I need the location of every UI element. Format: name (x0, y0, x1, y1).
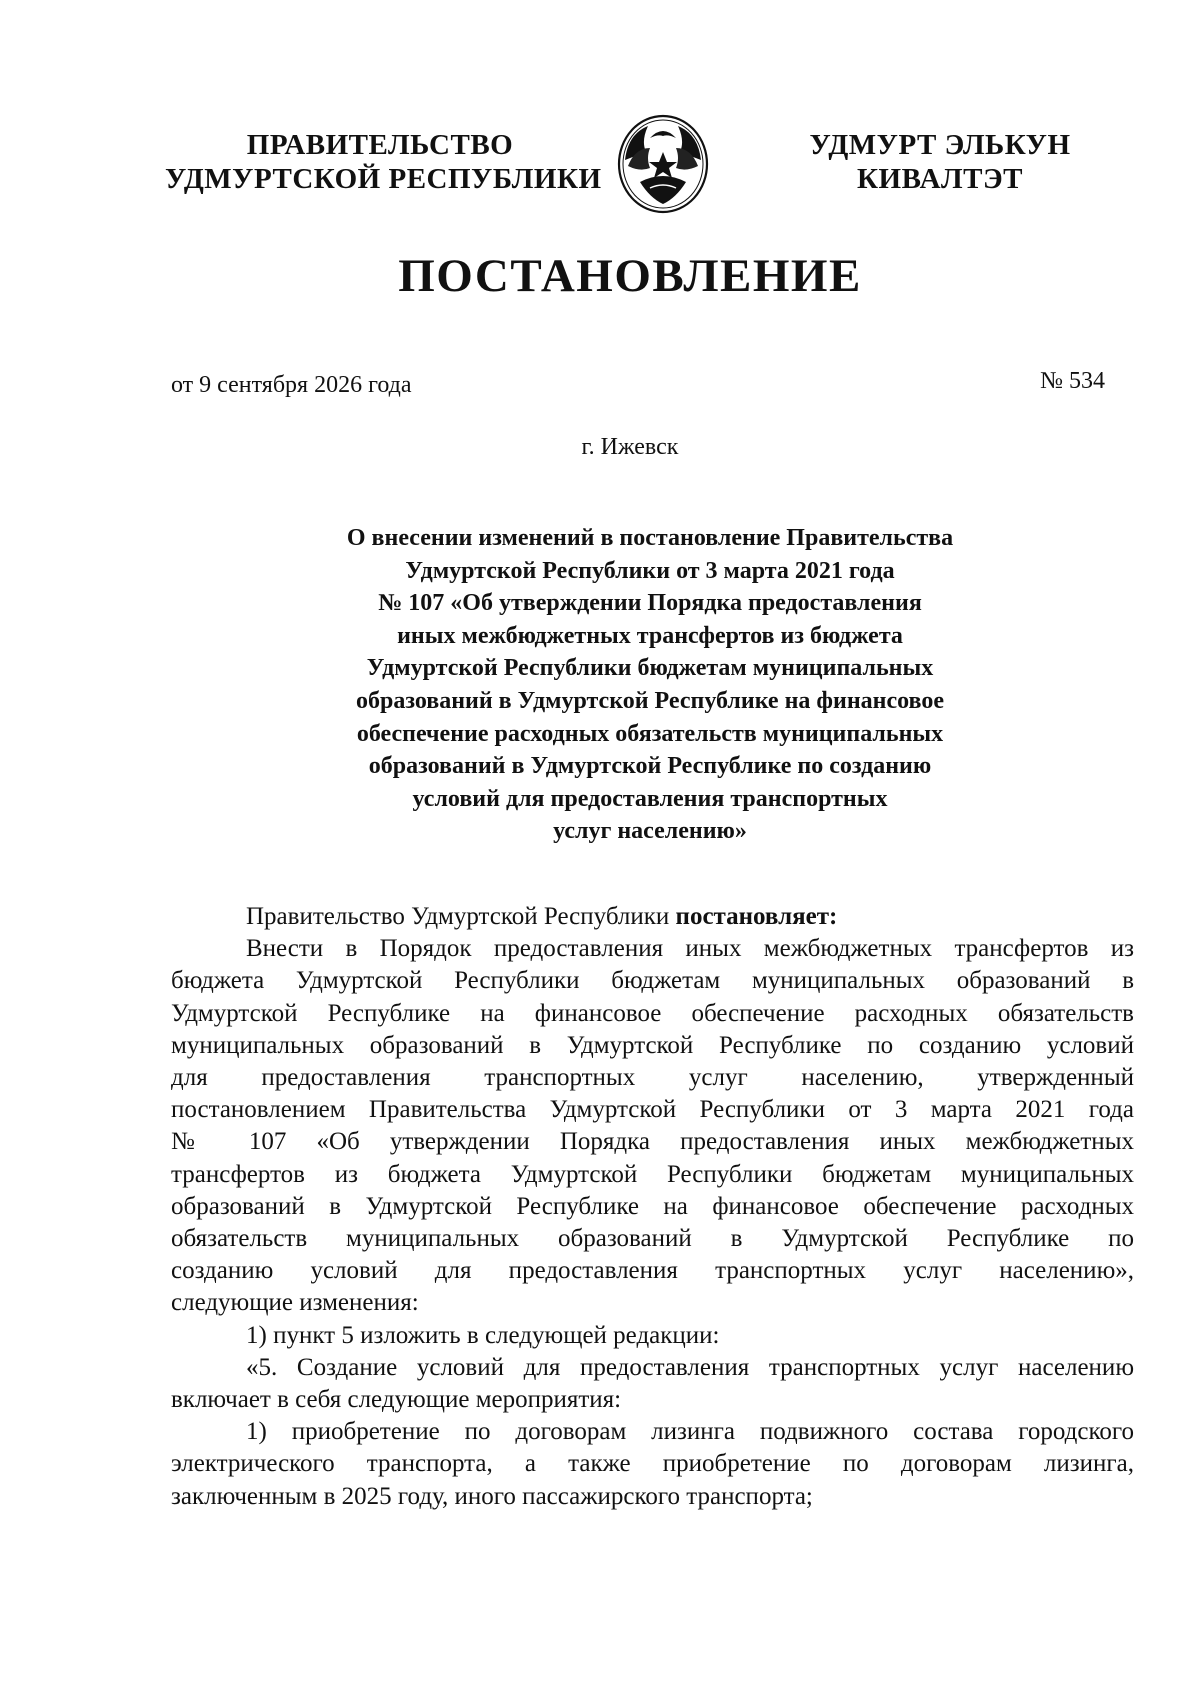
body-line: для предоставления транспортных услуг населению, утвержденный (171, 1064, 1134, 1092)
document-date: от 9 сентября 2026 года (171, 372, 412, 398)
coat-of-arms-emblem (608, 108, 718, 218)
body-intro-text: Правительство Удмуртской Республики (246, 903, 676, 930)
title-line: условий для предоставления транспортных (412, 785, 888, 812)
body-line: включает в себя следующие мероприятия: (171, 1386, 622, 1414)
gov-right-line-1: УДМУРТ ЭЛЬКУН (809, 129, 1071, 161)
body-line: электрического транспорта, а также приобретение по договорам лизинга, (171, 1450, 1134, 1478)
body-line: созданию условий для предоставления транспортных услуг населению», (171, 1257, 1134, 1285)
body-intro-verb: постановляет: (675, 903, 838, 930)
body-intro-paragraph (171, 901, 1134, 933)
title-line: иных межбюджетных трансфертов из бюджета (397, 622, 903, 649)
title-line: Удмуртской Республики бюджетам муниципальных (366, 655, 934, 682)
document-body (171, 901, 1134, 1513)
body-line: бюджета Удмуртской Республики бюджетам муниципальных образований в (171, 967, 1134, 995)
body-line: «5. Создание условий для предоставления транспортных услуг населению (246, 1353, 1134, 1381)
government-name-udmurt (795, 128, 1085, 196)
body-line: № 107 «Об утверждении Порядка предоставления иных межбюджетных (171, 1128, 1134, 1156)
body-line: образований в Удмуртской Республике на финансовое обеспечение расходных (171, 1192, 1134, 1220)
body-line: Внести в Порядок предоставления иных межбюджетных трансфертов из (246, 935, 1134, 963)
body-line: постановлением Правительства Удмуртской Республики от 3 марта 2021 года (171, 1096, 1134, 1124)
government-name-russian (165, 128, 602, 196)
gov-right-line-2: КИВАЛТЭТ (856, 163, 1023, 195)
document-type-heading: ПОСТАНОВЛЕНИЕ (398, 250, 862, 302)
document-number: № 534 (1040, 368, 1105, 394)
body-line: следующие изменения: (171, 1289, 419, 1317)
body-line: муниципальных образований в Удмуртской Республике по созданию условий (171, 1031, 1134, 1059)
body-line: обязательств муниципальных образований в Удмуртской Республике по (171, 1225, 1134, 1253)
title-line: услуг населению» (553, 818, 747, 845)
body-line: заключенным в 2025 году, иного пассажирского транспорта; (171, 1482, 813, 1510)
document-title (250, 522, 1050, 848)
title-line: образований в Удмуртской Республике по созданию (368, 753, 932, 780)
title-line: О внесении изменений в постановление Правительства (346, 525, 954, 551)
body-line: Удмуртской Республике на финансовое обеспечение расходных обязательств (171, 999, 1134, 1027)
gov-left-line-2: УДМУРТСКОЙ РЕСПУБЛИКИ (165, 163, 602, 195)
body-line: трансфертов из бюджета Удмуртской Республики бюджетам муниципальных (171, 1160, 1134, 1188)
body-line: 1) приобретение по договорам лизинга подвижного состава городского (246, 1418, 1134, 1446)
title-line: Удмуртской Республики от 3 марта 2021 года (405, 557, 895, 584)
document-city: г. Ижевск (581, 434, 679, 460)
title-line: образований в Удмуртской Республике на финансовое (355, 687, 944, 714)
gov-left-line-1: ПРАВИТЕЛЬСТВО (246, 129, 514, 161)
title-line: № 107 «Об утверждении Порядка предоставления (378, 590, 922, 617)
body-line: 1) пункт 5 изложить в следующей редакции: (246, 1321, 720, 1349)
title-line: обеспечение расходных обязательств муниципальных (356, 720, 944, 747)
